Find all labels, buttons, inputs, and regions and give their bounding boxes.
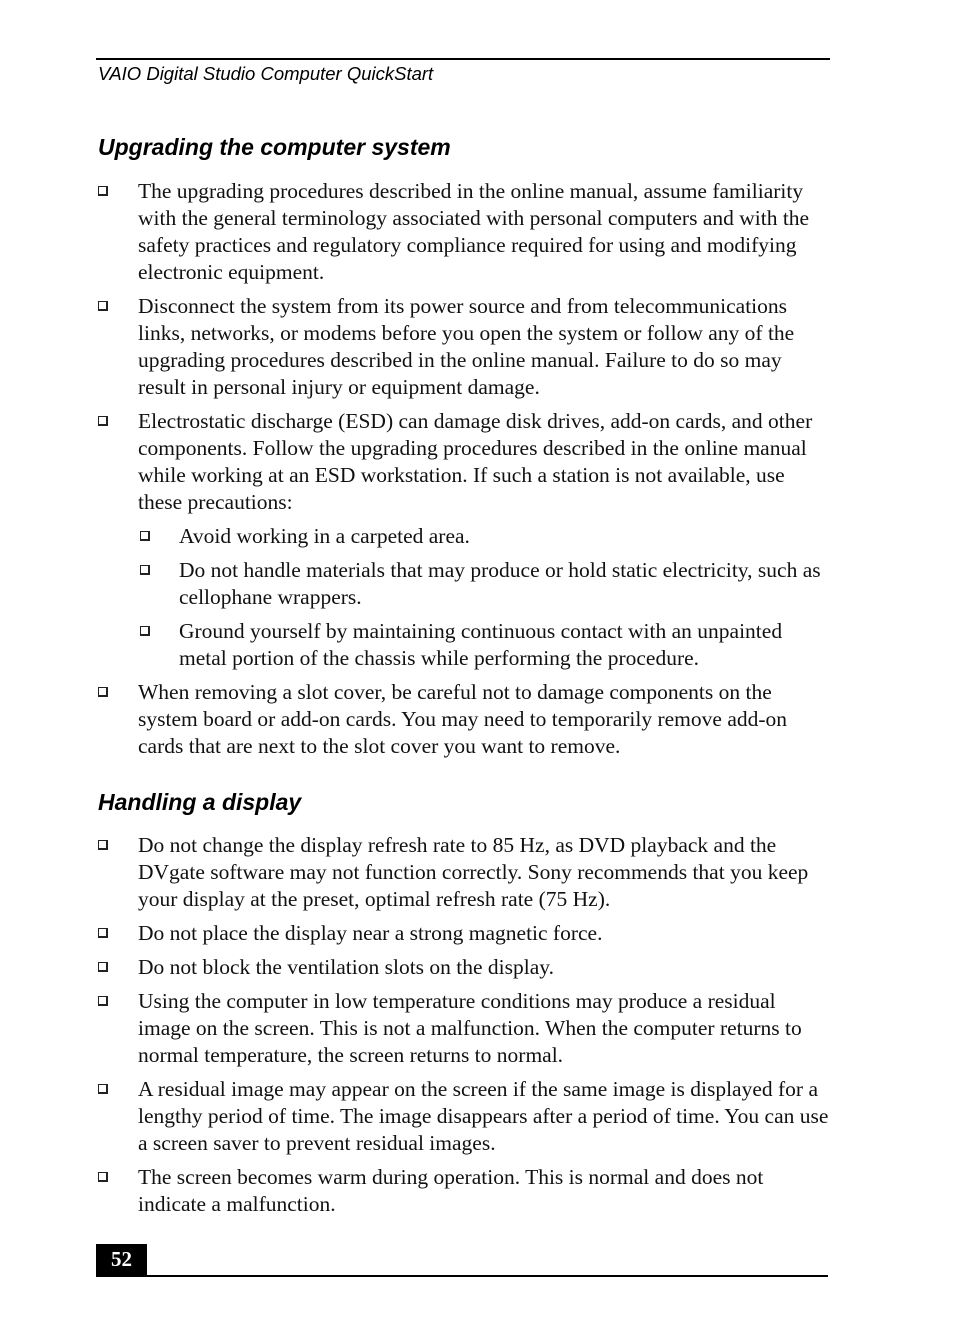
checkbox-bullet-icon — [98, 840, 108, 850]
running-header: VAIO Digital Studio Computer QuickStart — [98, 63, 434, 84]
checkbox-bullet-icon — [98, 1084, 108, 1094]
list-item — [96, 954, 830, 981]
esd-precautions-sublist — [138, 523, 830, 672]
sublist-item — [138, 523, 830, 550]
checkbox-bullet-icon — [98, 928, 108, 938]
list-item-text: A residual image may appear on the screen if the same image is displayed for a lengthy period of time. The image disappears after a period of time. You can use a screen saver to prevent residual images. — [138, 1077, 829, 1155]
list-item — [96, 920, 830, 947]
upgrading-list — [96, 178, 830, 767]
sublist-item-text: Do not handle materials that may produce or hold static electricity, such as cellophane wrappers. — [179, 558, 821, 609]
checkbox-bullet-icon — [140, 565, 150, 575]
sublist-item — [138, 618, 830, 672]
checkbox-bullet-icon — [98, 301, 108, 311]
list-item — [96, 679, 830, 760]
checkbox-bullet-icon — [98, 687, 108, 697]
checkbox-bullet-icon — [98, 416, 108, 426]
checkbox-bullet-icon — [98, 996, 108, 1006]
footer-rule — [96, 1275, 828, 1277]
list-item — [96, 1076, 830, 1157]
section-title-upgrading: Upgrading the computer system — [98, 134, 451, 160]
list-item-text: Do not change the display refresh rate to 85 Hz, as DVD playback and the DVgate software may not function correctly. Sony recommends that you keep your display at the preset, optimal refresh rate (75 Hz). — [138, 833, 809, 911]
list-item-text: Disconnect the system from its power source and from telecommunications links, networks, or modems before you open the system or follow any of the upgrading procedures described in the online manual. Failure to do so may result in personal injury or equipment damage. — [138, 294, 795, 399]
display-list — [96, 832, 830, 1225]
list-item — [96, 832, 830, 913]
list-item — [96, 1164, 830, 1218]
checkbox-bullet-icon — [140, 626, 150, 636]
list-item-text: Do not block the ventilation slots on the display. — [138, 955, 555, 979]
checkbox-bullet-icon — [98, 962, 108, 972]
header-rule — [96, 58, 830, 60]
list-item-text: Do not place the display near a strong magnetic force. — [138, 921, 603, 945]
checkbox-bullet-icon — [140, 531, 150, 541]
sublist-item — [138, 557, 830, 611]
list-item-text: The upgrading procedures described in the online manual, assume familiarity with the general terminology associated with personal computers and with the safety practices and regulatory compliance required for using and modifying electronic equipment. — [138, 179, 810, 284]
list-item-text: The screen becomes warm during operation. This is normal and does not indicate a malfunction. — [138, 1165, 764, 1216]
list-item — [96, 293, 830, 401]
section-title-display: Handling a display — [98, 789, 302, 815]
list-item-text: When removing a slot cover, be careful not to damage components on the system board or add-on cards. You may need to temporarily remove add-on cards that are next to the slot cover you want to remove. — [138, 680, 788, 758]
list-item — [96, 178, 830, 286]
list-item-text: Using the computer in low temperature conditions may produce a residual image on the screen. This is not a malfunction. When the computer returns to normal temperature, the screen returns to normal. — [138, 989, 802, 1067]
list-item-text: Electrostatic discharge (ESD) can damage disk drives, add-on cards, and other components. Follow the upgrading procedures described in the online manual while working at an ESD workstation. If such a station is not available, use these precautions: — [138, 409, 813, 514]
list-item — [96, 988, 830, 1069]
sublist-item-text: Avoid working in a carpeted area. — [179, 524, 470, 548]
list-item — [96, 408, 830, 672]
sublist-item-text: Ground yourself by maintaining continuous contact with an unpainted metal portion of the chassis while performing the procedure. — [179, 619, 783, 670]
checkbox-bullet-icon — [98, 1172, 108, 1182]
page-number: 52 — [96, 1244, 147, 1276]
checkbox-bullet-icon — [98, 186, 108, 196]
